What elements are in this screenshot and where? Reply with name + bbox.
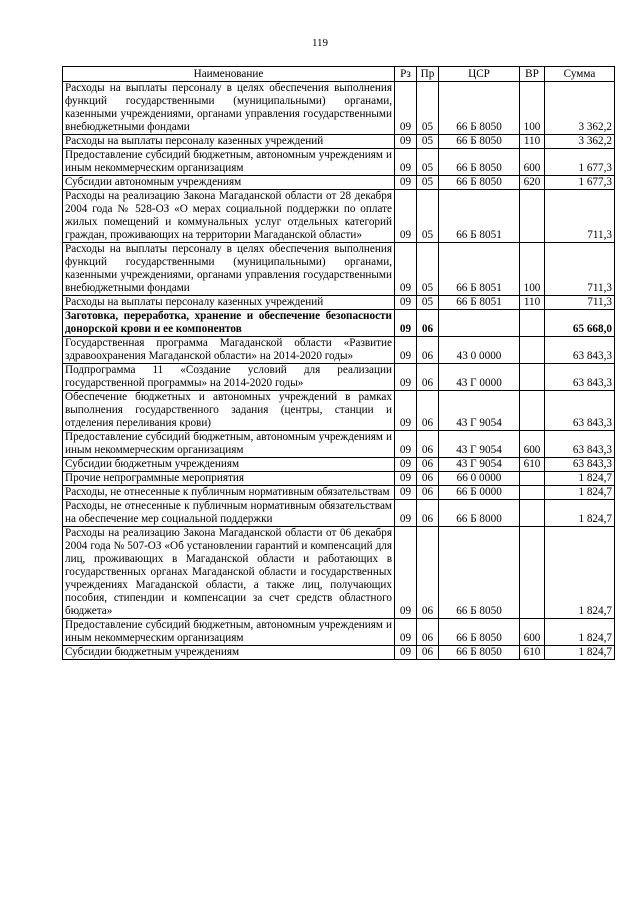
cell-rz: 09: [395, 500, 417, 527]
cell-rz: 09: [395, 364, 417, 391]
table-header-row: [63, 67, 615, 82]
cell-csr: 43 Г 9054: [439, 431, 520, 458]
cell-sum: 1 824,7: [545, 646, 615, 660]
table-row: [63, 527, 615, 619]
header-pr: Пр: [417, 67, 439, 82]
header-name: Наименование: [63, 67, 395, 82]
cell-csr: 66 Б 8050: [439, 176, 520, 190]
cell-vr: 610: [520, 458, 545, 472]
cell-sum: 63 843,3: [545, 337, 615, 364]
cell-name: Субсидии бюджетным учреждениям: [63, 458, 395, 472]
cell-rz: 09: [395, 243, 417, 296]
cell-name: Предоставление субсидий бюджетным, автономным учреждениям и иным некоммерческим организациям: [63, 431, 395, 458]
cell-vr: 110: [520, 135, 545, 149]
header-sum: Сумма: [545, 67, 615, 82]
cell-rz: 09: [395, 149, 417, 176]
cell-vr: 600: [520, 149, 545, 176]
cell-pr: 05: [417, 135, 439, 149]
cell-rz: 09: [395, 619, 417, 646]
table-row: [63, 82, 615, 135]
cell-csr: 66 Б 8051: [439, 190, 520, 243]
cell-vr: [520, 190, 545, 243]
table-row: [63, 486, 615, 500]
cell-name: Расходы на выплаты персоналу казенных учреждений: [63, 135, 395, 149]
cell-sum: 65 668,0: [545, 310, 615, 337]
cell-rz: 09: [395, 82, 417, 135]
cell-vr: 110: [520, 296, 545, 310]
cell-sum: 1 824,7: [545, 527, 615, 619]
cell-pr: 05: [417, 149, 439, 176]
header-csr: ЦСР: [439, 67, 520, 82]
table-row: [63, 391, 615, 431]
table-row: [63, 176, 615, 190]
cell-rz: 09: [395, 135, 417, 149]
header-vr: ВР: [520, 67, 545, 82]
cell-vr: [520, 500, 545, 527]
table-row: [63, 310, 615, 337]
header-rz: Рз: [395, 67, 417, 82]
cell-csr: 43 Г 0000: [439, 364, 520, 391]
cell-vr: 610: [520, 646, 545, 660]
cell-vr: [520, 310, 545, 337]
cell-vr: [520, 364, 545, 391]
cell-sum: 3 362,2: [545, 135, 615, 149]
cell-name: Расходы, не отнесенные к публичным нормативным обязательствам: [63, 486, 395, 500]
cell-csr: 66 Б 8051: [439, 296, 520, 310]
cell-pr: 05: [417, 296, 439, 310]
budget-table: [62, 66, 615, 660]
cell-pr: 06: [417, 458, 439, 472]
table-row: [63, 458, 615, 472]
cell-sum: 63 843,3: [545, 431, 615, 458]
table-row: [63, 472, 615, 486]
cell-csr: 43 0 0000: [439, 337, 520, 364]
cell-csr: 66 Б 8050: [439, 149, 520, 176]
cell-rz: 09: [395, 296, 417, 310]
cell-name: Государственная программа Магаданской области «Развитие здравоохранения Магаданской области» на 2014-2020 годы»: [63, 337, 395, 364]
cell-rz: 09: [395, 527, 417, 619]
cell-vr: 100: [520, 243, 545, 296]
cell-pr: 05: [417, 176, 439, 190]
cell-csr: 66 Б 8000: [439, 500, 520, 527]
cell-sum: 63 843,3: [545, 391, 615, 431]
cell-csr: 66 Б 0000: [439, 486, 520, 500]
cell-name: Субсидии бюджетным учреждениям: [63, 646, 395, 660]
cell-csr: 66 Б 8050: [439, 646, 520, 660]
cell-csr: 43 Г 9054: [439, 458, 520, 472]
cell-sum: 1 824,7: [545, 500, 615, 527]
cell-name: Обеспечение бюджетных и автономных учреждений в рамках выполнения государственного задания (центры, станции и отделения переливания крови): [63, 391, 395, 431]
page-number: 119: [311, 37, 329, 49]
cell-pr: 06: [417, 486, 439, 500]
cell-sum: 1 677,3: [545, 176, 615, 190]
table-row: [63, 364, 615, 391]
cell-name: Подпрограмма 11 «Создание условий для реализации государственной программы» на 2014-2020 годы»: [63, 364, 395, 391]
cell-vr: [520, 472, 545, 486]
cell-csr: 66 Б 8050: [439, 82, 520, 135]
table-row: [63, 431, 615, 458]
cell-pr: 06: [417, 310, 439, 337]
cell-sum: 1 677,3: [545, 149, 615, 176]
cell-pr: 06: [417, 527, 439, 619]
cell-vr: [520, 527, 545, 619]
cell-sum: 1 824,7: [545, 472, 615, 486]
cell-pr: 06: [417, 337, 439, 364]
cell-csr: 66 Б 8050: [439, 527, 520, 619]
cell-name: Предоставление субсидий бюджетным, автономным учреждениям и иным некоммерческим организациям: [63, 149, 395, 176]
cell-pr: 05: [417, 243, 439, 296]
cell-vr: [520, 337, 545, 364]
cell-pr: 06: [417, 500, 439, 527]
cell-pr: 06: [417, 646, 439, 660]
cell-pr: 06: [417, 364, 439, 391]
cell-name: Расходы на выплаты персоналу казенных учреждений: [63, 296, 395, 310]
cell-name: Предоставление субсидий бюджетным, автономным учреждениям и иным некоммерческим организациям: [63, 619, 395, 646]
cell-rz: 09: [395, 472, 417, 486]
cell-pr: 06: [417, 431, 439, 458]
cell-rz: 09: [395, 190, 417, 243]
cell-name: Расходы на реализацию Закона Магаданской области от 28 декабря 2004 года № 528-ОЗ «О мерах социальной поддержки по оплате жилых помещений и коммунальных услуг отдельных категорий граждан, проживающих на территории Магаданской области»: [63, 190, 395, 243]
cell-name: Расходы на реализацию Закона Магаданской области от 06 декабря 2004 года № 507-ОЗ «Об установлении гарантий и компенсаций для лиц, проживающих в Магаданской области и работающих в государственных органах Магаданской области и государственных учреждениях Магаданской области, а также лиц, получающих пособия, стипендии и компенсации за счет средств областного бюджета»: [63, 527, 395, 619]
cell-sum: 63 843,3: [545, 458, 615, 472]
table-row: [63, 149, 615, 176]
cell-csr: 66 0 0000: [439, 472, 520, 486]
cell-csr: 43 Г 9054: [439, 391, 520, 431]
cell-name: Расходы на выплаты персоналу в целях обеспечения выполнения функций государственными (муниципальными) органами, казенными учреждениями, органами управления государственными внебюджетными фондами: [63, 243, 395, 296]
cell-name: Заготовка, переработка, хранение и обеспечение безопасности донорской крови и ее компонентов: [63, 310, 395, 337]
cell-name: Прочие непрограммные мероприятия: [63, 472, 395, 486]
cell-pr: 06: [417, 391, 439, 431]
cell-pr: 06: [417, 472, 439, 486]
table-row: [63, 243, 615, 296]
cell-rz: 09: [395, 337, 417, 364]
cell-name: Расходы, не отнесенные к публичным нормативным обязательствам на обеспечение мер социальной поддержки: [63, 500, 395, 527]
cell-vr: 600: [520, 431, 545, 458]
cell-sum: 1 824,7: [545, 619, 615, 646]
cell-vr: 100: [520, 82, 545, 135]
table-row: [63, 296, 615, 310]
cell-sum: 63 843,3: [545, 364, 615, 391]
cell-vr: 600: [520, 619, 545, 646]
table-row: [63, 135, 615, 149]
cell-vr: [520, 391, 545, 431]
table-row: [63, 619, 615, 646]
cell-sum: 3 362,2: [545, 82, 615, 135]
cell-vr: [520, 486, 545, 500]
cell-csr: 66 Б 8050: [439, 619, 520, 646]
cell-pr: 05: [417, 82, 439, 135]
cell-pr: 06: [417, 619, 439, 646]
cell-vr: 620: [520, 176, 545, 190]
cell-sum: 711,3: [545, 190, 615, 243]
cell-csr: [439, 310, 520, 337]
table-row: [63, 337, 615, 364]
cell-rz: 09: [395, 176, 417, 190]
cell-rz: 09: [395, 458, 417, 472]
cell-sum: 711,3: [545, 296, 615, 310]
cell-csr: 66 Б 8050: [439, 135, 520, 149]
table-row: [63, 646, 615, 660]
cell-rz: 09: [395, 646, 417, 660]
cell-pr: 05: [417, 190, 439, 243]
cell-name: Субсидии автономным учреждениям: [63, 176, 395, 190]
cell-rz: 09: [395, 431, 417, 458]
cell-sum: 711,3: [545, 243, 615, 296]
cell-rz: 09: [395, 310, 417, 337]
table-row: [63, 190, 615, 243]
cell-sum: 1 824,7: [545, 486, 615, 500]
cell-name: Расходы на выплаты персоналу в целях обеспечения выполнения функций государственными (муниципальными) органами, казенными учреждениями, органами управления государственными внебюджетными фондами: [63, 82, 395, 135]
cell-csr: 66 Б 8051: [439, 243, 520, 296]
table-row: [63, 500, 615, 527]
cell-rz: 09: [395, 391, 417, 431]
cell-rz: 09: [395, 486, 417, 500]
